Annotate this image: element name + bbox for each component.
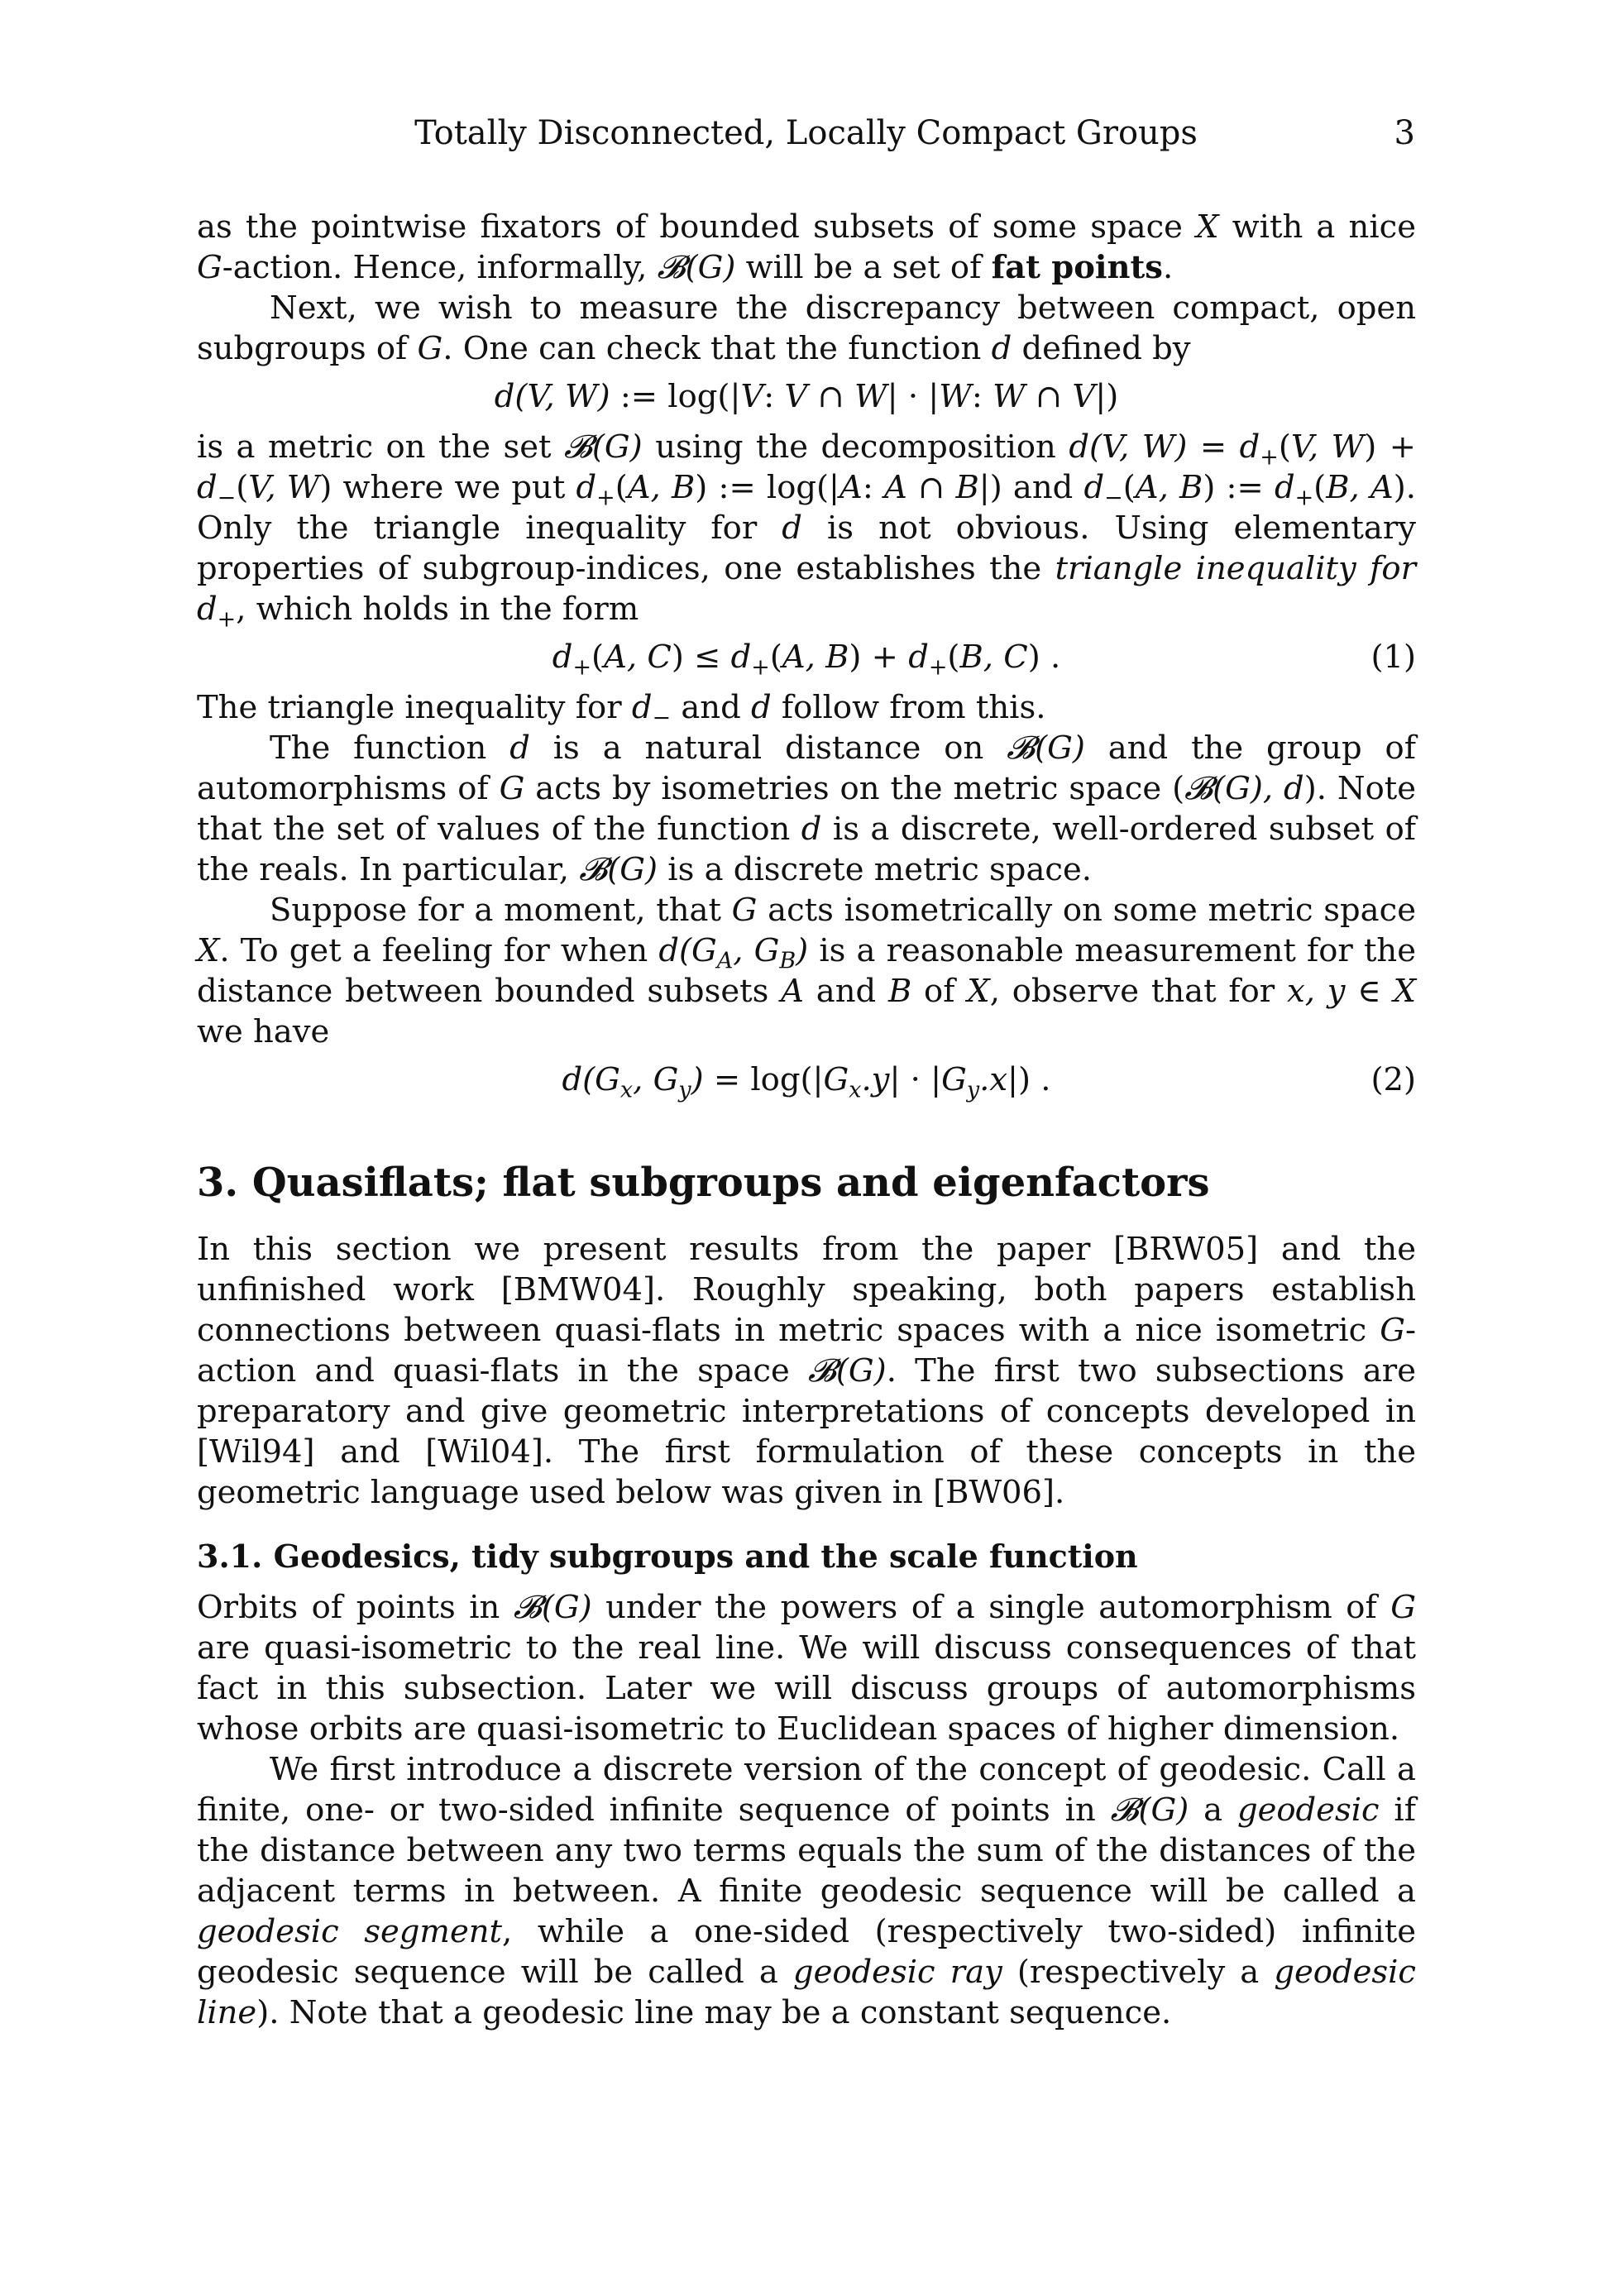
paragraph-section-intro: In this section we present results from the paper [BRW05] and the unfinished work [BMW04]. Roughly speaking, both papers establish connections between quasi-flats in metric spaces with a nice isometric G-action and quasi-flats in the space 𝓑(G). The first two subsections are preparatory and give geometric interpretations of concepts developed in [Wil94] and [Wil04]. The first formulation of these concepts in the geometric language used below was given in [BW06]. bbox=[197, 1231, 1417, 1511]
equation-2: $d(G_x$, $G_y) = \log(|G_x.y| \cdot |G_y.x|)$ . (2) bbox=[197, 1059, 1416, 1102]
citation[interactable]: [Wil94] bbox=[197, 1433, 315, 1471]
paragraph-discrepancy: Next, we wish to measure the discrepancy between compact, open subgroups of G. One can check that the function d defined by bbox=[197, 289, 1416, 367]
section-number: 3. bbox=[197, 1160, 239, 1206]
citation[interactable]: [BMW04] bbox=[500, 1271, 656, 1308]
citation[interactable]: [BW06] bbox=[933, 1474, 1055, 1511]
subsection-number: 3.1. bbox=[197, 1538, 263, 1575]
subsection-heading bbox=[197, 1538, 1416, 1576]
subsection-title: Geodesics, tidy subgroups and the scale function bbox=[273, 1538, 1138, 1575]
term-geodesic: geodesic bbox=[1237, 1791, 1380, 1829]
paragraph-metric: is a metric on the set 𝓑(G) using the decomposition d(V, $W) = d_+(V$, $W) + d_-(V$, W) where we put $d_+(A$, B) := log(|A: A ∩ B|) and $d_-(A$, B) := $d_+(B$, A). Only the triangle inequality for d is not obvious. Using elementary properties of subgroup-indices, one establishes the triangle inequality for $d_+$, which holds in the form bbox=[197, 428, 1417, 633]
equation-1: $d_+(A$, $C) \le d_+(A$, $B) + d_+(B$, C) . (1) bbox=[197, 636, 1416, 679]
running-header bbox=[0, 114, 1612, 155]
paragraph-orbits: Orbits of points in 𝓑(G) under the powers of a single automorphism of G are quasi-isometric to the real line. We will discuss consequences of that fact in this subsection. Later we will discuss groups of automorphisms whose orbits are quasi-isometric to Euclidean spaces of higher dimension. bbox=[197, 1589, 1416, 1748]
page-number: 3 bbox=[1394, 114, 1415, 152]
term-fat-points: fat points bbox=[991, 249, 1163, 286]
citation[interactable]: [Wil04] bbox=[425, 1433, 543, 1471]
running-title: Totally Disconnected, Locally Compact Groups bbox=[414, 114, 1198, 152]
term-geodesic-ray: geodesic ray bbox=[792, 1954, 1002, 1991]
citation[interactable]: [BRW05] bbox=[1113, 1231, 1259, 1268]
paragraph-isometric-action: Suppose for a moment, that G acts isometrically on some metric space X. To get a feeling for when $d(G_A$, $G_B$) is a reasonable measurement for the distance between bounded subsets A and B of X, observe that for x, y ∈ X we have bbox=[197, 892, 1416, 1050]
section-heading bbox=[197, 1160, 1416, 1206]
paragraph-fat-points: as the pointwise fixators of bounded subsets of some space X with a nice G-action. Hence, informally, 𝓑(G) will be a set of fat points. bbox=[197, 208, 1416, 286]
section-title: Quasiflats; flat subgroups and eigenfactors bbox=[251, 1160, 1210, 1206]
term-triangle-inequality: triangle inequality for bbox=[1055, 550, 1416, 587]
term-geodesic-line: geodesic line bbox=[197, 1954, 1416, 2031]
paragraph-geodesic-definition: We first introduce a discrete version of the concept of geodesic. Call a finite, one- or two-sided infinite sequence of points in 𝓑(G) a geodesic if the distance between any two terms equals the sum of the distances of the adjacent terms in between. A finite geodesic sequence will be called a geodesic segment, while a one-sided (respectively two-sided) infinite geodesic sequence will be called a geodesic ray (respectively a geodesic line). Note that a geodesic line may be a constant sequence. bbox=[197, 1751, 1417, 2031]
equation-number-1: (1) bbox=[1370, 639, 1416, 676]
paragraph-natural-distance: The function d is a natural distance on 𝓑(G) and the group of automorphisms of G acts by isometries on the metric space (𝓑(G), d). Note that the set of values of the function d is a discrete, well-ordered subset of the reals. In particular, 𝓑(G) is a discrete metric space. bbox=[197, 729, 1417, 888]
term-geodesic-segment: geodesic segment bbox=[197, 1913, 502, 1950]
equation-metric-d: d(V, W) := log(|V: V ∩ W| · |W: W ∩ V|) bbox=[494, 378, 1119, 415]
page-body bbox=[197, 207, 1416, 2033]
paragraph-triangle-follow: The triangle inequality for $d_-$ and d follow from this. bbox=[197, 689, 1046, 731]
equation-number-2: (2) bbox=[1370, 1061, 1416, 1098]
